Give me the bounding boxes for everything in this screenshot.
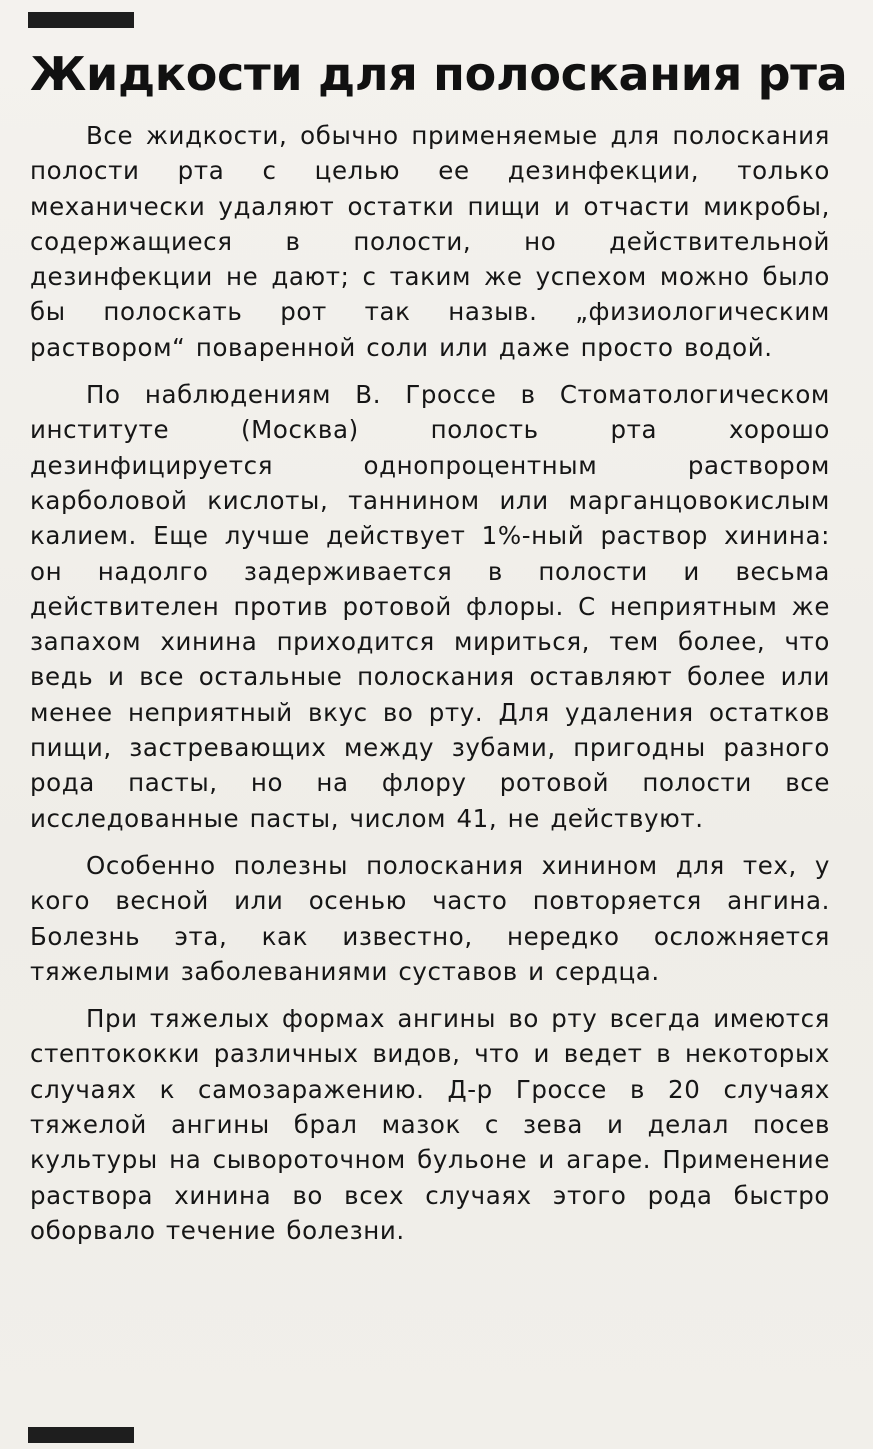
article-body (30, 118, 830, 1260)
article-paragraph-4: При тяжелых формах ангины во рту всегда имеются стептококки различных видов, что и ведет в некоторых случаях к самозаражению. Д-р Гроссе в 20 случаях тяжелой ангины брал мазок с зева и делал посев культуры на сывороточном бульоне и агаре. Применение раствора хинина во всех случаях этого рода быстро оборвало течение болезни. (30, 1004, 830, 1245)
article-paragraph-3: Особенно полезны полоскания хинином для тех, у кого весной или осенью часто повторяется ангина. Болезнь эта, как известно, нередко осложняется тяжелыми заболеваниями суставов и сердца. (30, 850, 830, 986)
article-paragraph-1: Все жидкости, обычно применяемые для полоскания полости рта с целью ее дезинфекции, только механически удаляют остатки пищи и отчасти микробы, содержащиеся в полости, но действительной дезинфекции не дают; с таким же успехом можно было бы полоскать рот так назыв. „физиологическим раствором“ поваренной соли или даже просто водой. (30, 121, 830, 362)
bottom-ornament-bar (28, 1427, 134, 1443)
article-title: Жидкости для полоскания рта (30, 47, 848, 101)
article-paragraph-2: По наблюдениям В. Гроссе в Стоматологическом институте (Москва) полость рта хорошо дезинфицируется однопроцентным раствором карболовой кислоты, таннином или марганцовокислым калием. Еще лучше действует 1%-ный раствор хинина: он надолго задерживается в полости и весьма действителен против ротовой флоры. С неприятным же запахом хинина приходится мириться, тем более, что ведь и все остальные полоскания оставляют более или менее неприятный вкус во рту. Для удаления остатков пищи, застревающих между зубами, пригодны разного рода пасты, но на флору ротовой полости все исследованные пасты, числом 41, не действуют. (30, 380, 830, 833)
top-ornament-bar (28, 12, 134, 28)
